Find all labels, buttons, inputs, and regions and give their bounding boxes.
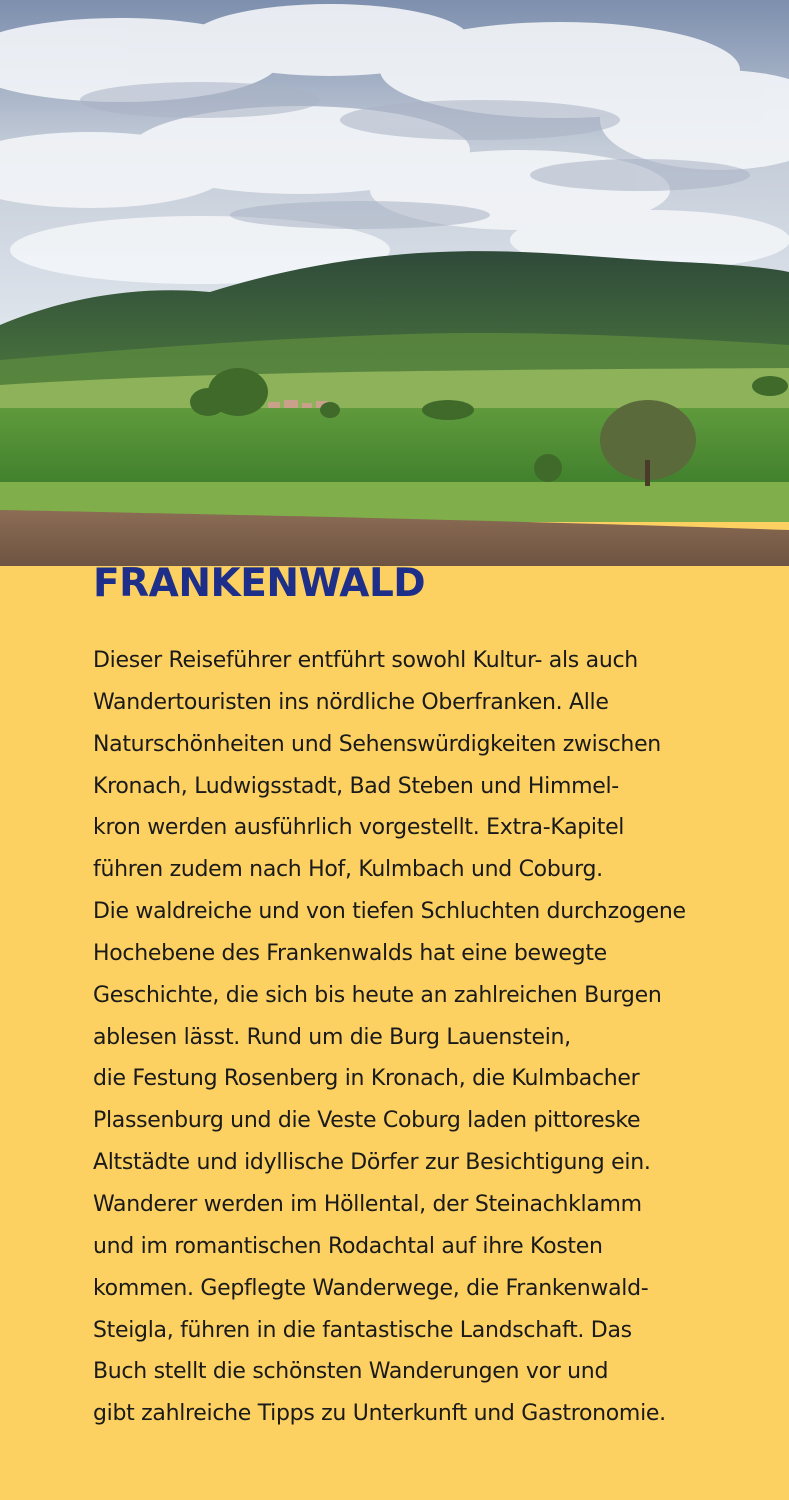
text-line: Naturschönheiten und Sehenswürdigkeiten zwischen [93,731,661,757]
page-title: FRANKENWALD [93,561,426,606]
text-line: ablesen lässt. Rund um die Burg Lauenstein, [93,1024,571,1050]
text-line: führen zudem nach Hof, Kulmbach und Coburg. [93,857,603,883]
text-line: Die waldreiche und von tiefen Schluchten durchzogene [93,899,686,925]
landscape-photo [0,0,789,566]
text-line: Buch stellt die schönsten Wanderungen vor und [93,1359,609,1385]
text-line: Dieser Reiseführer entführt sowohl Kultur- als auch [93,648,638,673]
text-line: und im romantischen Rodachtal auf ihre Kosten [93,1233,603,1259]
text-line: Kronach, Ludwigsstadt, Bad Steben und Himmel- [93,773,619,799]
description-text [93,640,773,1435]
text-line: Wandertouristen ins nördliche Oberfranken. Alle [93,689,609,715]
text-line: Steigla, führen in die fantastische Landschaft. Das [93,1317,632,1343]
text-line: Wanderer werden im Höllental, der Steinachklamm [93,1191,642,1217]
text-line: Hochebene des Frankenwalds hat eine bewegte [93,940,607,966]
text-line: die Festung Rosenberg in Kronach, die Kulmbacher [93,1066,640,1092]
text-line: kron werden ausführlich vorgestellt. Extra-Kapitel [93,815,625,841]
text-line: gibt zahlreiche Tipps zu Unterkunft und Gastronomie. [93,1401,666,1427]
text-line: Geschichte, die sich bis heute an zahlreichen Burgen [93,982,662,1008]
text-line: Altstädte und idyllische Dörfer zur Besichtigung ein. [93,1150,651,1176]
text-line: kommen. Gepflegte Wanderwege, die Frankenwald- [93,1275,649,1301]
text-line: Plassenburg und die Veste Coburg laden pittoreske [93,1108,641,1134]
